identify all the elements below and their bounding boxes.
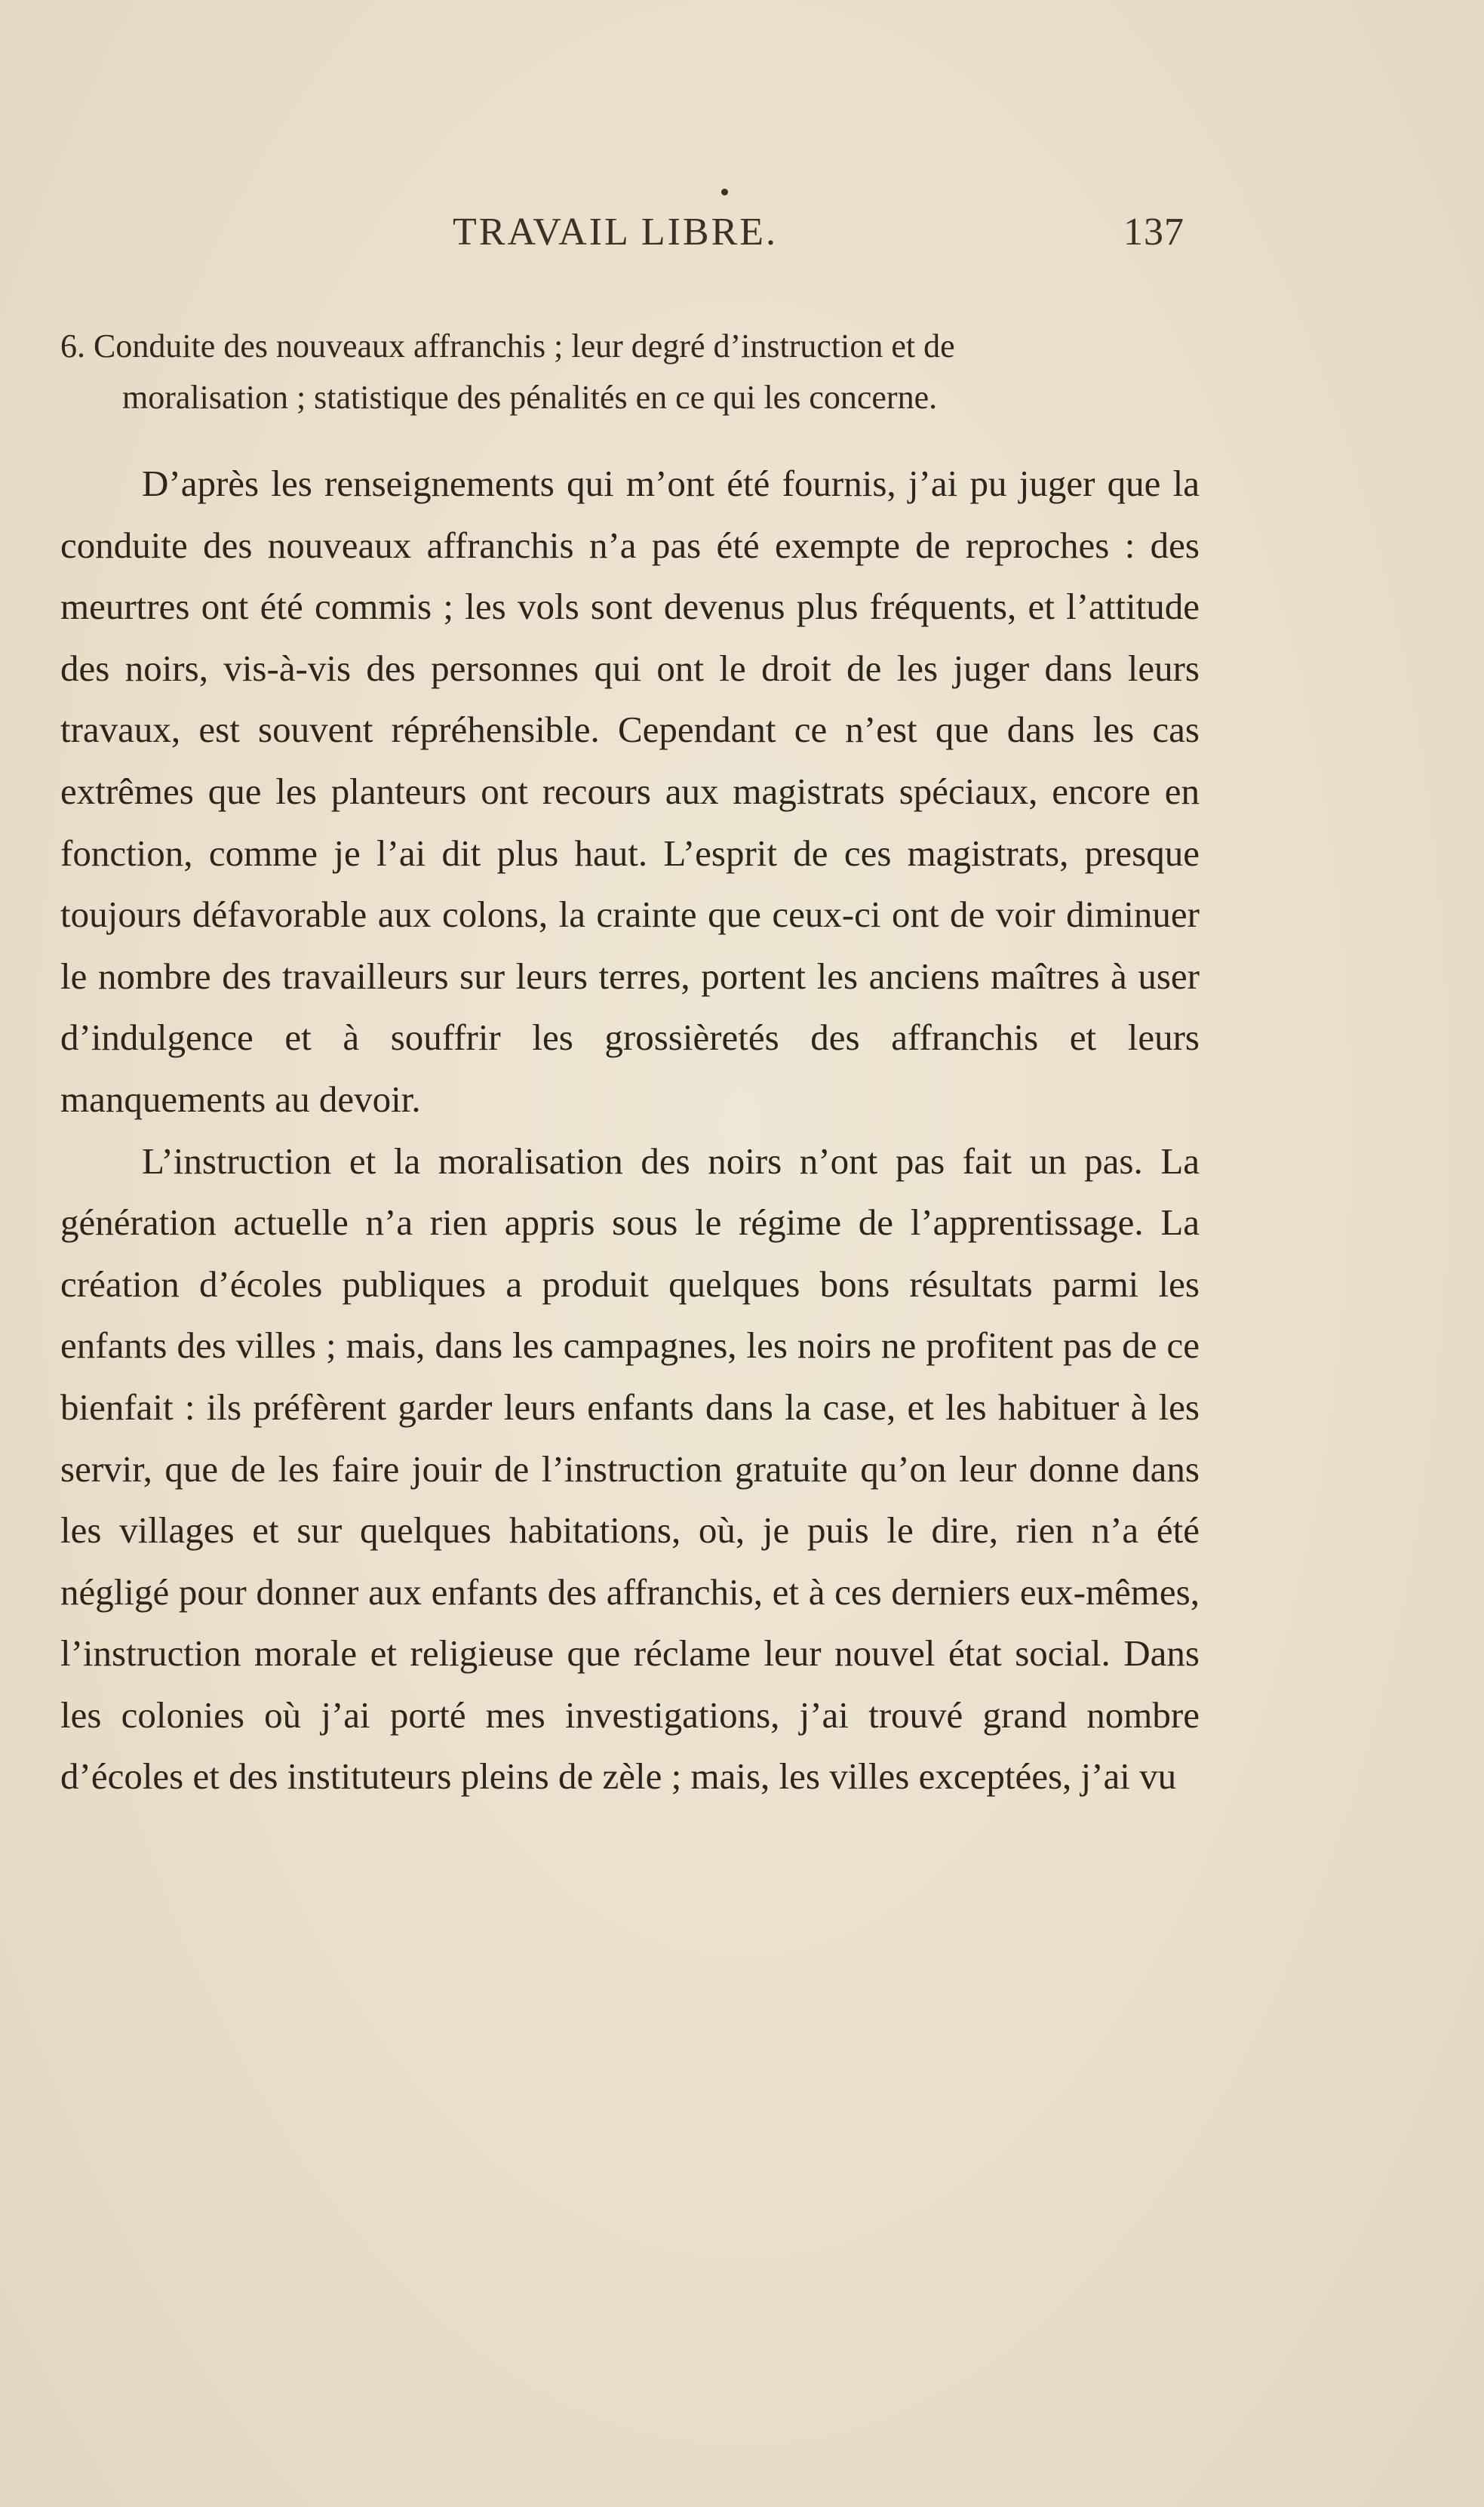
paragraph: L’instruction et la moralisation des noirs n’ont pas fait un pas. La génération actuelle n’a rien appris sous le régime de l’apprentissage. La création d’écoles publiques a produit quelques bons résultats parmi les enfants des villes ; mais, dans les campagnes, les noirs ne profitent pas de ce bienfait : ils préfèrent garder leurs enfants dans la case, et les habituer à les servir, que de les faire jouir de l’instruction gratuite qu’on leur donne dans les villages et sur quelques habitations, où, je puis le dire, rien n’a été négligé pour donner aux enfants des affranchis, et à ces derniers eux-mêmes, l’instruction morale et religieuse que réclame leur nouvel état social. Dans les colonies où j’ai porté mes investigations, j’ai trouvé grand nombre d’écoles et des instituteurs pleins de zèle ; mais, les villes exceptées, j’ai vu — [60, 1140, 1200, 1798]
running-title: TRAVAIL LIBRE. — [453, 211, 779, 254]
summary-line-1: 6. Conduite des nouveaux affranchis ; leur degré d’instruction et de — [60, 328, 955, 365]
running-header — [60, 210, 1184, 263]
section-summary — [60, 321, 1188, 423]
body-text — [60, 453, 1200, 1807]
printer-mark — [721, 189, 728, 195]
paragraph: D’après les renseignements qui m’ont été fournis, j’ai pu juger que la conduite des nouveaux affranchis n’a pas été exempte de reproches : des meurtres ont été commis ; les vols sont devenus plus fréquents, et l’attitude des noirs, vis-à-vis des personnes qui ont le droit de les juger dans leurs travaux, est souvent répréhensible. Cependant ce n’est que dans les cas extrêmes que les planteurs ont recours aux magistrats spéciaux, encore en fonction, comme je l’ai dit plus haut. L’esprit de ces magistrats, presque toujours défavorable aux colons, la crainte que ceux-ci ont de voir diminuer le nombre des travailleurs sur leurs terres, portent les anciens maîtres à user d’indulgence et à souffrir les grossièretés des affranchis et leurs manquements au devoir. — [60, 463, 1200, 1120]
page-number: 137 — [1123, 211, 1184, 254]
summary-line-2: moralisation ; statistique des pénalités en ce qui les concerne. — [122, 379, 938, 416]
